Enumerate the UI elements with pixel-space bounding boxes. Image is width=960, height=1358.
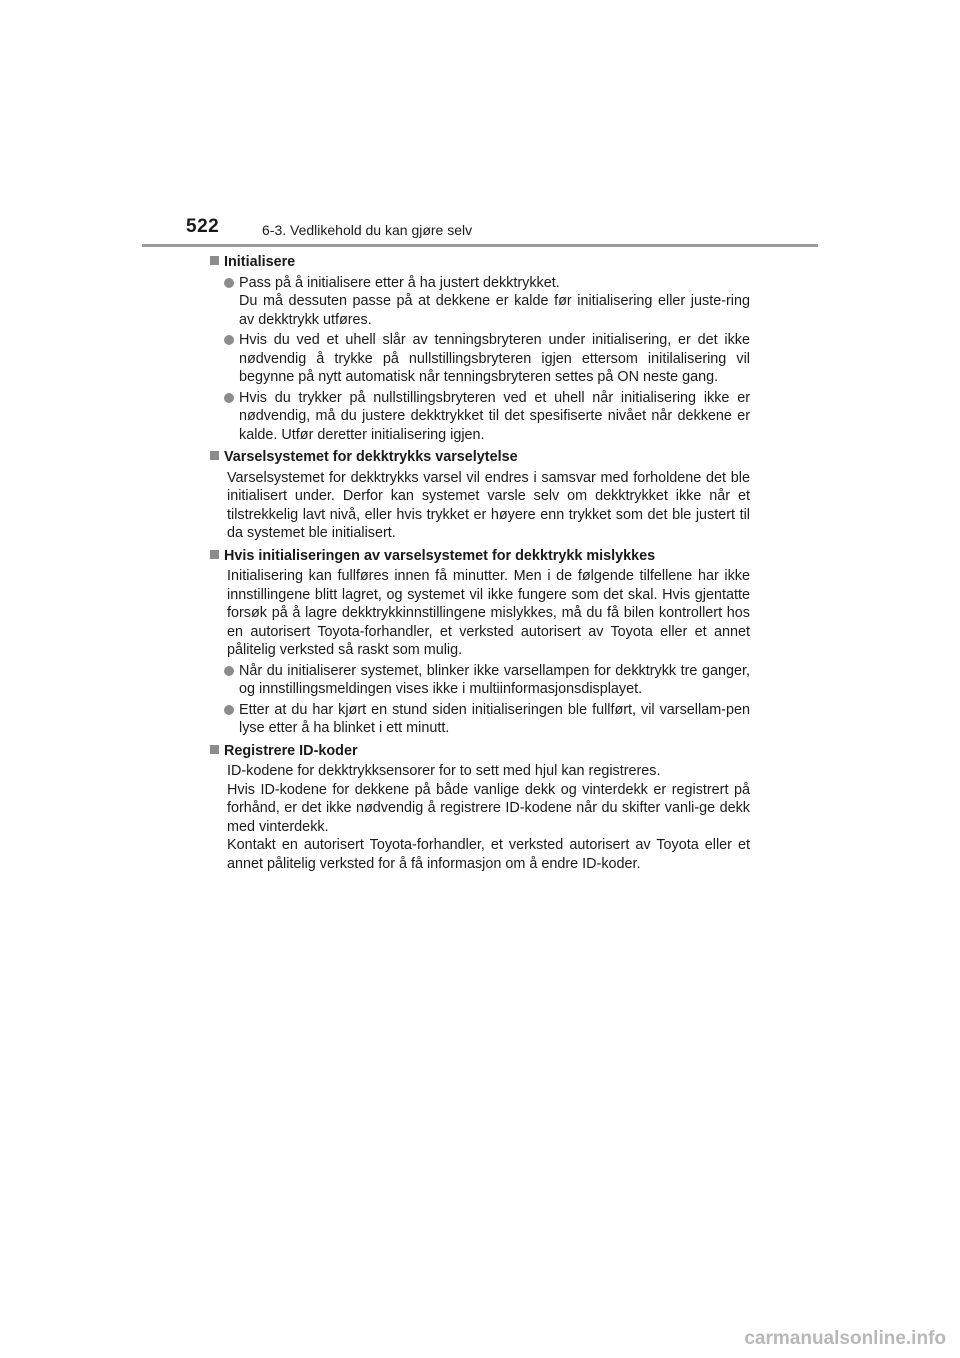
section-initialisering-mislykkes: [210, 547, 750, 738]
square-bullet-icon: [210, 550, 219, 559]
list-item-line: Når du initialiserer systemet, blinker ikke varsellampen for dekktrykk tre ganger, og innstillingsmeldingen vises ikke i multiinformasjonsdisplayet.: [239, 662, 750, 697]
section-heading-text: Hvis initialiseringen av varselsystemet for dekktrykk mislykkes: [224, 547, 656, 564]
circle-bullet-icon: [224, 393, 234, 403]
list-item-line: Pass på å initialisere etter å ha justert dekktrykket.: [239, 274, 560, 291]
section-registrere-id-koder: [210, 742, 750, 874]
list-item: [224, 662, 750, 699]
section-heading-text: Registrere ID-koder: [224, 742, 358, 759]
square-bullet-icon: [210, 451, 219, 460]
section-heading: [210, 742, 750, 761]
paragraph: Hvis ID-kodene for dekkene på både vanlige dekk og vinterdekk er registrert på forhånd, er det ikke nødvendig å registrere ID-kodene når du skifter vanli-ge dekk med vinterdekk.: [227, 781, 750, 835]
list-item: [224, 701, 750, 738]
section-heading: [210, 547, 750, 566]
circle-bullet-icon: [224, 705, 234, 715]
list-item: [224, 331, 750, 387]
header-divider: [142, 244, 818, 247]
section-initialisere: [210, 253, 750, 444]
page-number: 522: [186, 216, 220, 237]
square-bullet-icon: [210, 745, 219, 754]
page-content: [210, 253, 750, 877]
paragraph: ID-kodene for dekktrykksensorer for to sett med hjul kan registreres.: [227, 763, 661, 779]
watermark: carmanualsonline.info: [744, 1328, 946, 1349]
list-item-line: Du må dessuten passe på at dekkene er kalde før initialisering eller juste-ring av dekktrykk utføres.: [239, 293, 750, 328]
list-item-text: [239, 389, 750, 445]
running-header: 6-3. Vedlikehold du kan gjøre selv: [262, 222, 473, 238]
list-item: [224, 389, 750, 445]
list-item-text: [239, 701, 750, 738]
section-varselytelse: [210, 448, 750, 543]
circle-bullet-icon: [224, 666, 234, 676]
list-item: [224, 274, 750, 330]
section-heading: [210, 253, 750, 272]
section-heading-text: Varselsystemet for dekktrykks varselytelse: [224, 449, 518, 465]
paragraph: Initialisering kan fullføres innen få minutter. Men i de følgende tilfellene har ikke innstillingene blitt lagret, og systemet vil ikke fungere som det skal. Hvis gjentatte forsøk på å lagre dekktrykkinnstillingene mislykkes, må du få bilen kontrollert hos en autorisert Toyota-forhandler, et verksted autorisert av Toyota eller et annet pålitelig verksted så raskt som mulig.: [227, 568, 750, 658]
circle-bullet-icon: [224, 278, 234, 288]
circle-bullet-icon: [224, 335, 234, 345]
list-item-text: [239, 662, 750, 699]
paragraph: Kontakt en autorisert Toyota-forhandler, et verksted autorisert av Toyota eller et annet pålitelig verksted for å få informasjon om å endre ID-koder.: [227, 837, 750, 872]
list-item-line: Hvis du ved et uhell slår av tenningsbryteren under initialisering, er det ikke nødvendig å trykke på nullstillingsbryteren igjen ettersom initilalisering vil begynne på nytt automatisk når tenningsbryteren settes på ON neste gang.: [239, 332, 750, 385]
paragraph: Varselsystemet for dekktrykks varsel vil endres i samsvar med forholdene det ble initialisert under. Derfor kan systemet varsle selv om dekktrykket ikke når et tilstrekkelig lavt nivå, eller hvis trykket er høyere enn trykket som det ble justert til da systemet ble initialisert.: [227, 469, 750, 541]
list-item-text: [239, 274, 750, 330]
section-heading: [210, 448, 750, 467]
square-bullet-icon: [210, 256, 219, 265]
section-heading-text: Initialisere: [224, 254, 296, 270]
list-item-line: Etter at du har kjørt en stund siden initialiseringen ble fullført, vil varsellam-pen lyse etter å ha blinket i ett minutt.: [239, 701, 750, 736]
list-item-line: Hvis du trykker på nullstillingsbryteren ved et uhell når initialisering ikke er nødvendig, må du justere dekktrykket til det spesifiserte nivået når dekkene er kalde. Utfør deretter initialisering igjen.: [239, 389, 750, 443]
list-item-text: [239, 331, 750, 387]
